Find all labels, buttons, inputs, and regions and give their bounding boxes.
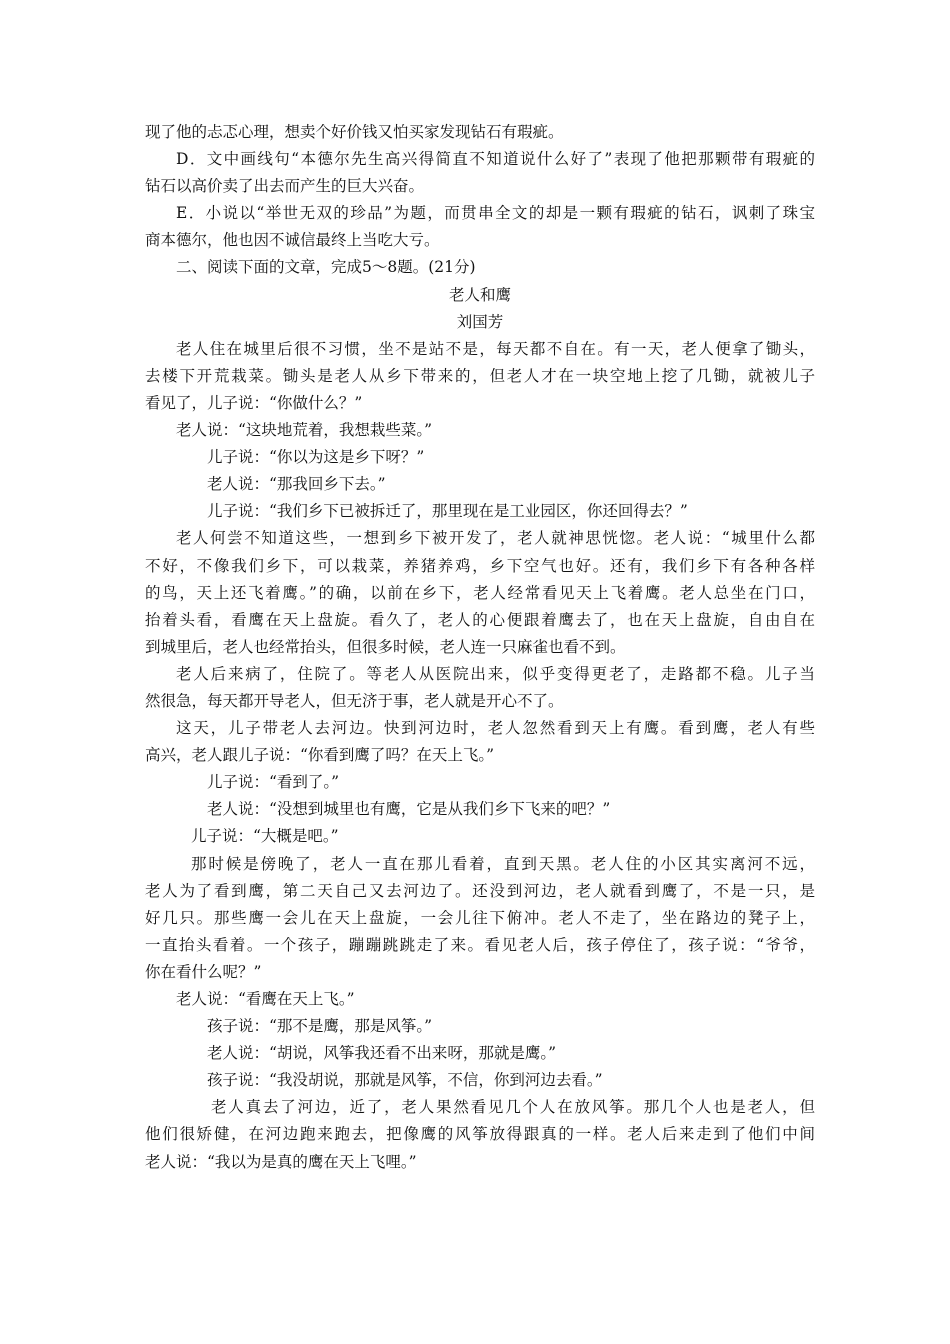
dialogue-line: 儿子说：“你以为这是乡下呀？” bbox=[207, 448, 425, 467]
paragraph-line: 老人后来病了，住院了。等老人从医院出来，似乎变得更老了，走路都不稳。儿子当 bbox=[176, 664, 815, 683]
paragraph-line: 抬着头看，看鹰在天上盘旋。看久了，老人的心便跟着鹰去了，也在天上盘旋，自由自在 bbox=[145, 610, 815, 629]
paragraph-line: 好几只。那些鹰一会儿在天上盘旋，一会儿往下俯冲。老人不走了，坐在路边的凳子上， bbox=[145, 908, 815, 927]
text-line: 现了他的忐忑心理，想卖个好价钱又怕买家发现钻石有瑕疵。 bbox=[145, 123, 564, 141]
dialogue-line: 儿子说：“看到了。” bbox=[207, 773, 340, 792]
dialogue-line: 老人说：“看鹰在天上飞。” bbox=[176, 990, 355, 1008]
paragraph-line: 他们很矫健，在河边跑来跑去，把像鹰的风筝放得跟真的一样。老人后来走到了他们中间 bbox=[145, 1125, 815, 1144]
paragraph-line: 的鸟，天上还飞着鹰。”的确，以前在乡下，老人经常看见天上飞着鹰。老人总坐在门口， bbox=[145, 583, 815, 602]
paragraph-line: 一直抬头看着。一个孩子，蹦蹦跳跳走了来。看见老人后，孩子停住了，孩子说：“爷爷， bbox=[145, 935, 815, 954]
article-title: 老人和鹰 bbox=[448, 285, 511, 304]
paragraph-line: 老人真去了河边，近了，老人果然看见几个人在放风筝。那几个人也是老人，但 bbox=[211, 1098, 815, 1117]
paragraph-line: 你在看什么呢？” bbox=[145, 962, 262, 981]
dialogue-line: 儿子说：“我们乡下已被拆迁了，那里现在是工业园区，你还回得去？” bbox=[207, 502, 688, 521]
document-page bbox=[145, 119, 815, 1176]
section-heading: 二、阅读下面的文章，完成5～8题。(21分) bbox=[176, 258, 476, 277]
paragraph-line: 到城里后，老人也经常抬头，但很多时候，老人连一只麻雀也看不到。 bbox=[145, 637, 626, 656]
paragraph-line: 老人何尝不知道这些，一想到乡下被开发了，老人就神思恍惚。老人说：“城里什么都 bbox=[176, 529, 815, 548]
dialogue-line: 老人说：“那我回乡下去。” bbox=[207, 475, 386, 494]
paragraph-line: 这天，儿子带老人去河边。快到河边时，老人忽然看到天上有鹰。看到鹰，老人有些 bbox=[176, 719, 815, 738]
paragraph-line: 老人说：“我以为是真的鹰在天上飞哩。” bbox=[145, 1152, 417, 1171]
paragraph-line: 高兴，老人跟儿子说：“你看到鹰了吗？在天上飞。” bbox=[145, 746, 495, 765]
paragraph-line: 然很急，每天都开导老人，但无济于事，老人就是开心不了。 bbox=[145, 691, 564, 710]
dialogue-line: 孩子说：“我没胡说，那就是风筝，不信，你到河边去看。” bbox=[207, 1071, 603, 1090]
paragraph-line: 老人为了看到鹰，第二天自己又去河边了。还没到河边，老人就看到鹰了，不是一只，是 bbox=[145, 881, 815, 900]
option-d-line: D．文中画线句“本德尔先生高兴得简直不知道说什么好了”表现了他把那颗带有瑕疵的 bbox=[176, 150, 815, 169]
paragraph-line: 那时候是傍晚了，老人一直在那儿看着，直到天黑。老人住的小区其实离河不远， bbox=[191, 854, 815, 873]
dialogue-line: 儿子说：“大概是吧。” bbox=[191, 827, 339, 846]
article-author: 刘国芳 bbox=[456, 312, 504, 331]
paragraph-line: 不好，不像我们乡下，可以栽菜，养猪养鸡，乡下空气也好。还有，我们乡下有各种各样 bbox=[145, 556, 815, 575]
dialogue-line: 老人说：“没想到城里也有鹰，它是从我们乡下飞来的吧？” bbox=[207, 800, 611, 819]
option-e-line: E．小说以“举世无双的珍品”为题，而贯串全文的却是一颗有瑕疵的钻石，讽刺了珠宝 bbox=[176, 204, 815, 223]
text-line: 钻石以高价卖了出去而产生的巨大兴奋。 bbox=[145, 177, 425, 196]
paragraph-line: 去楼下开荒栽菜。锄头是老人从乡下带来的，但老人才在一块空地上挖了几锄，就被儿子 bbox=[145, 366, 815, 385]
dialogue-line: 孩子说：“那不是鹰，那是风筝。” bbox=[207, 1017, 433, 1036]
text-line: 商本德尔，他也因不诚信最终上当吃大亏。 bbox=[145, 231, 440, 250]
dialogue-line: 老人说：“胡说，风筝我还看不出来呀，那就是鹰。” bbox=[207, 1044, 557, 1063]
paragraph-line: 看见了，儿子说：“你做什么？” bbox=[145, 393, 363, 412]
dialogue-line: 老人说：“这块地荒着，我想栽些菜。” bbox=[176, 421, 433, 440]
paragraph-line: 老人住在城里后很不习惯，坐不是站不是，每天都不自在。有一天，老人便拿了锄头， bbox=[176, 339, 815, 358]
